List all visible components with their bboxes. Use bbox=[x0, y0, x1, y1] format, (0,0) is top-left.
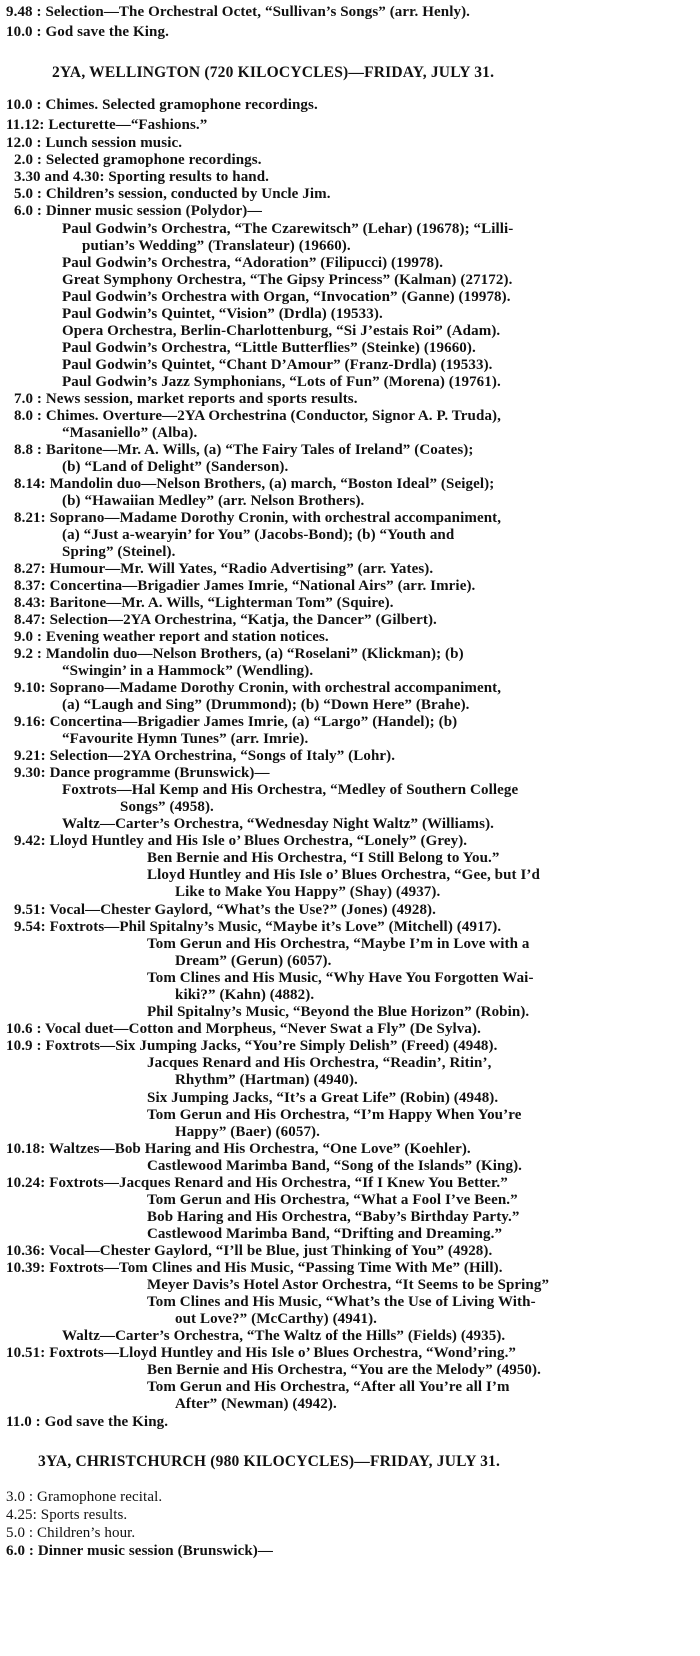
program-line: Tom Clines and His Music, “Why Have You Forgotten Wai- bbox=[147, 970, 534, 986]
program-line: Great Symphony Orchestra, “The Gipsy Princess” (Kalman) (27172). bbox=[62, 272, 513, 288]
program-line: 9.51: Vocal—Chester Gaylord, “What’s the Use?” (Jones) (4928). bbox=[14, 902, 437, 918]
program-line: After” (Newman) (4942). bbox=[175, 1396, 337, 1412]
program-line: Lloyd Huntley and His Isle o’ Blues Orchestra, “Gee, but I’d bbox=[147, 867, 540, 883]
program-line: 6.0 : Dinner music session (Brunswick)— bbox=[6, 1543, 273, 1559]
program-line: 8.37: Concertina—Brigadier James Imrie, “National Airs” (arr. Imrie). bbox=[14, 578, 476, 594]
program-line: Paul Godwin’s Orchestra, “Little Butterflies” (Steinke) (19660). bbox=[62, 340, 476, 356]
program-line: 9.54: Foxtrots—Phil Spitalny’s Music, “Maybe it’s Love” (Mitchell) (4917). bbox=[14, 919, 502, 935]
program-line: Ben Bernie and His Orchestra, “You are the Melody” (4950). bbox=[147, 1362, 541, 1378]
program-line: Six Jumping Jacks, “It’s a Great Life” (Robin) (4948). bbox=[147, 1090, 499, 1106]
program-line: 8.43: Baritone—Mr. A. Wills, “Lighterman Tom” (Squire). bbox=[14, 595, 394, 611]
program-line: 11.12: Lecturette—“Fashions.” bbox=[6, 117, 208, 133]
program-line: Waltz—Carter’s Orchestra, “The Waltz of the Hills” (Fields) (4935). bbox=[62, 1328, 506, 1344]
program-line: Paul Godwin’s Orchestra with Organ, “Invocation” (Ganne) (19978). bbox=[62, 289, 511, 305]
program-line: Happy” (Baer) (6057). bbox=[175, 1124, 321, 1140]
program-line: 10.9 : Foxtrots—Six Jumping Jacks, “You’re Simply Delish” (Freed) (4948). bbox=[6, 1038, 498, 1054]
program-line: putian’s Wedding” (Translateur) (19660). bbox=[82, 238, 351, 254]
program-line: (a) “Laugh and Sing” (Drummond); (b) “Down Here” (Brahe). bbox=[62, 697, 470, 713]
program-line: (b) “Hawaiian Medley” (arr. Nelson Brothers). bbox=[62, 493, 365, 509]
program-line: Paul Godwin’s Quintet, “Chant D’Amour” (Franz-Drdla) (19533). bbox=[62, 357, 493, 373]
station-heading: 3YA, CHRISTCHURCH (980 KILOCYCLES)—FRIDAY, JULY 31. bbox=[38, 1453, 501, 1470]
program-line: 10.51: Foxtrots—Lloyd Huntley and His Isle o’ Blues Orchestra, “Wond’ring.” bbox=[6, 1345, 517, 1361]
program-line: Tom Gerun and His Orchestra, “After all You’re all I’m bbox=[147, 1379, 510, 1395]
program-line: “Masaniello” (Alba). bbox=[62, 425, 198, 441]
program-line: 2.0 : Selected gramophone recordings. bbox=[14, 152, 262, 168]
program-line: 9.0 : Evening weather report and station notices. bbox=[14, 629, 329, 645]
program-line: Songs” (4958). bbox=[120, 799, 214, 815]
program-line: 6.0 : Dinner music session (Polydor)— bbox=[14, 203, 263, 219]
program-line: 9.42: Lloyd Huntley and His Isle o’ Blues Orchestra, “Lonely” (Grey). bbox=[14, 833, 468, 849]
program-line: 11.0 : God save the King. bbox=[6, 1414, 169, 1430]
program-line: Paul Godwin’s Orchestra, “The Czarewitsch” (Lehar) (19678); “Lilli- bbox=[62, 221, 514, 237]
program-line: “Swingin’ in a Hammock” (Wendling). bbox=[62, 663, 314, 679]
program-line: 8.14: Mandolin duo—Nelson Brothers, (a) march, “Boston Ideal” (Seigel); bbox=[14, 476, 495, 492]
program-line: Rhythm” (Hartman) (4940). bbox=[175, 1072, 358, 1088]
program-line: Paul Godwin’s Quintet, “Vision” (Drdla) (19533). bbox=[62, 306, 383, 322]
program-line: 10.6 : Vocal duet—Cotton and Morpheus, “Never Swat a Fly” (De Sylva). bbox=[6, 1021, 481, 1037]
program-line: 9.2 : Mandolin duo—Nelson Brothers, (a) “Roselani” (Klickman); (b) bbox=[14, 646, 464, 662]
program-line: 10.24: Foxtrots—Jacques Renard and His Orchestra, “If I Knew You Better.” bbox=[6, 1175, 508, 1191]
program-line: Meyer Davis’s Hotel Astor Orchestra, “It Seems to be Spring” bbox=[147, 1277, 550, 1293]
program-line: Paul Godwin’s Orchestra, “Adoration” (Filipucci) (19978). bbox=[62, 255, 444, 271]
program-line: 9.10: Soprano—Madame Dorothy Cronin, with orchestral accompaniment, bbox=[14, 680, 502, 696]
program-line: 10.36: Vocal—Chester Gaylord, “I’ll be Blue, just Thinking of You” (4928). bbox=[6, 1243, 493, 1259]
program-line: Tom Gerun and His Orchestra, “Maybe I’m in Love with a bbox=[147, 936, 530, 952]
program-line: “Favourite Hymn Tunes” (arr. Imrie). bbox=[62, 731, 309, 747]
program-line: Waltz—Carter’s Orchestra, “Wednesday Night Waltz” (Williams). bbox=[62, 816, 495, 832]
program-line: Tom Gerun and His Orchestra, “What a Fool I’ve Been.” bbox=[147, 1192, 518, 1208]
program-line: 4.25: Sports results. bbox=[6, 1507, 128, 1523]
program-line: Castlewood Marimba Band, “Song of the Islands” (King). bbox=[147, 1158, 523, 1174]
program-line: Dream” (Gerun) (6057). bbox=[175, 953, 332, 969]
program-line: 5.0 : Children’s hour. bbox=[6, 1525, 136, 1541]
program-line: (b) “Land of Delight” (Sanderson). bbox=[62, 459, 289, 475]
program-line: Foxtrots—Hal Kemp and His Orchestra, “Medley of Southern College bbox=[62, 782, 519, 798]
program-line: 5.0 : Children’s session, conducted by Uncle Jim. bbox=[14, 186, 331, 202]
program-line: 3.0 : Gramophone recital. bbox=[6, 1489, 163, 1505]
program-line: kiki?” (Kahn) (4882). bbox=[175, 987, 315, 1003]
program-line: (a) “Just a-wearyin’ for You” (Jacobs-Bond); (b) “Youth and bbox=[62, 527, 455, 543]
program-line: Bob Haring and His Orchestra, “Baby’s Birthday Party.” bbox=[147, 1209, 520, 1225]
program-line: 10.39: Foxtrots—Tom Clines and His Music, “Passing Time With Me” (Hill). bbox=[6, 1260, 503, 1276]
program-line: 8.8 : Baritone—Mr. A. Wills, (a) “The Fairy Tales of Ireland” (Coates); bbox=[14, 442, 474, 458]
program-line: 8.27: Humour—Mr. Will Yates, “Radio Advertising” (arr. Yates). bbox=[14, 561, 434, 577]
program-line: Castlewood Marimba Band, “Drifting and Dreaming.” bbox=[147, 1226, 503, 1242]
station-heading: 2YA, WELLINGTON (720 KILOCYCLES)—FRIDAY, JULY 31. bbox=[52, 64, 495, 81]
program-line: 7.0 : News session, market reports and sports results. bbox=[14, 391, 358, 407]
program-line: Jacques Renard and His Orchestra, “Readin’, Ritin’, bbox=[147, 1055, 492, 1071]
program-line: 9.48 : Selection—The Orchestral Octet, “Sullivan’s Songs” (arr. Henly). bbox=[6, 4, 471, 20]
program-line: Tom Gerun and His Orchestra, “I’m Happy When You’re bbox=[147, 1107, 522, 1123]
program-line: Like to Make You Happy” (Shay) (4937). bbox=[175, 884, 441, 900]
program-line: 10.0 : Chimes. Selected gramophone recordings. bbox=[6, 97, 318, 113]
program-line: 12.0 : Lunch session music. bbox=[6, 135, 183, 151]
program-line: 8.21: Soprano—Madame Dorothy Cronin, with orchestral accompaniment, bbox=[14, 510, 502, 526]
program-line: 10.18: Waltzes—Bob Haring and His Orchestra, “One Love” (Koehler). bbox=[6, 1141, 471, 1157]
program-line: Tom Clines and His Music, “What’s the Use of Living With- bbox=[147, 1294, 536, 1310]
program-line: 9.21: Selection—2YA Orchestrina, “Songs of Italy” (Lohr). bbox=[14, 748, 396, 764]
program-line: 9.30: Dance programme (Brunswick)— bbox=[14, 765, 270, 781]
program-line: 8.0 : Chimes. Overture—2YA Orchestrina (Conductor, Signor A. P. Truda), bbox=[14, 408, 501, 424]
program-line: 3.30 and 4.30: Sporting results to hand. bbox=[14, 169, 270, 185]
program-line: Spring” (Steinel). bbox=[62, 544, 176, 560]
program-line: 10.0 : God save the King. bbox=[6, 24, 169, 40]
program-line: Opera Orchestra, Berlin-Charlottenburg, “Si J’estais Roi” (Adam). bbox=[62, 323, 501, 339]
program-line: Ben Bernie and His Orchestra, “I Still Belong to You.” bbox=[147, 850, 500, 866]
program-line: out Love?” (McCarthy) (4941). bbox=[175, 1311, 378, 1327]
program-line: 8.47: Selection—2YA Orchestrina, “Katja, the Dancer” (Gilbert). bbox=[14, 612, 437, 628]
program-line: 9.16: Concertina—Brigadier James Imrie, (a) “Largo” (Handel); (b) bbox=[14, 714, 458, 730]
program-line: Phil Spitalny’s Music, “Beyond the Blue Horizon” (Robin). bbox=[147, 1004, 530, 1020]
program-line: Paul Godwin’s Jazz Symphonians, “Lots of Fun” (Morena) (19761). bbox=[62, 374, 501, 390]
